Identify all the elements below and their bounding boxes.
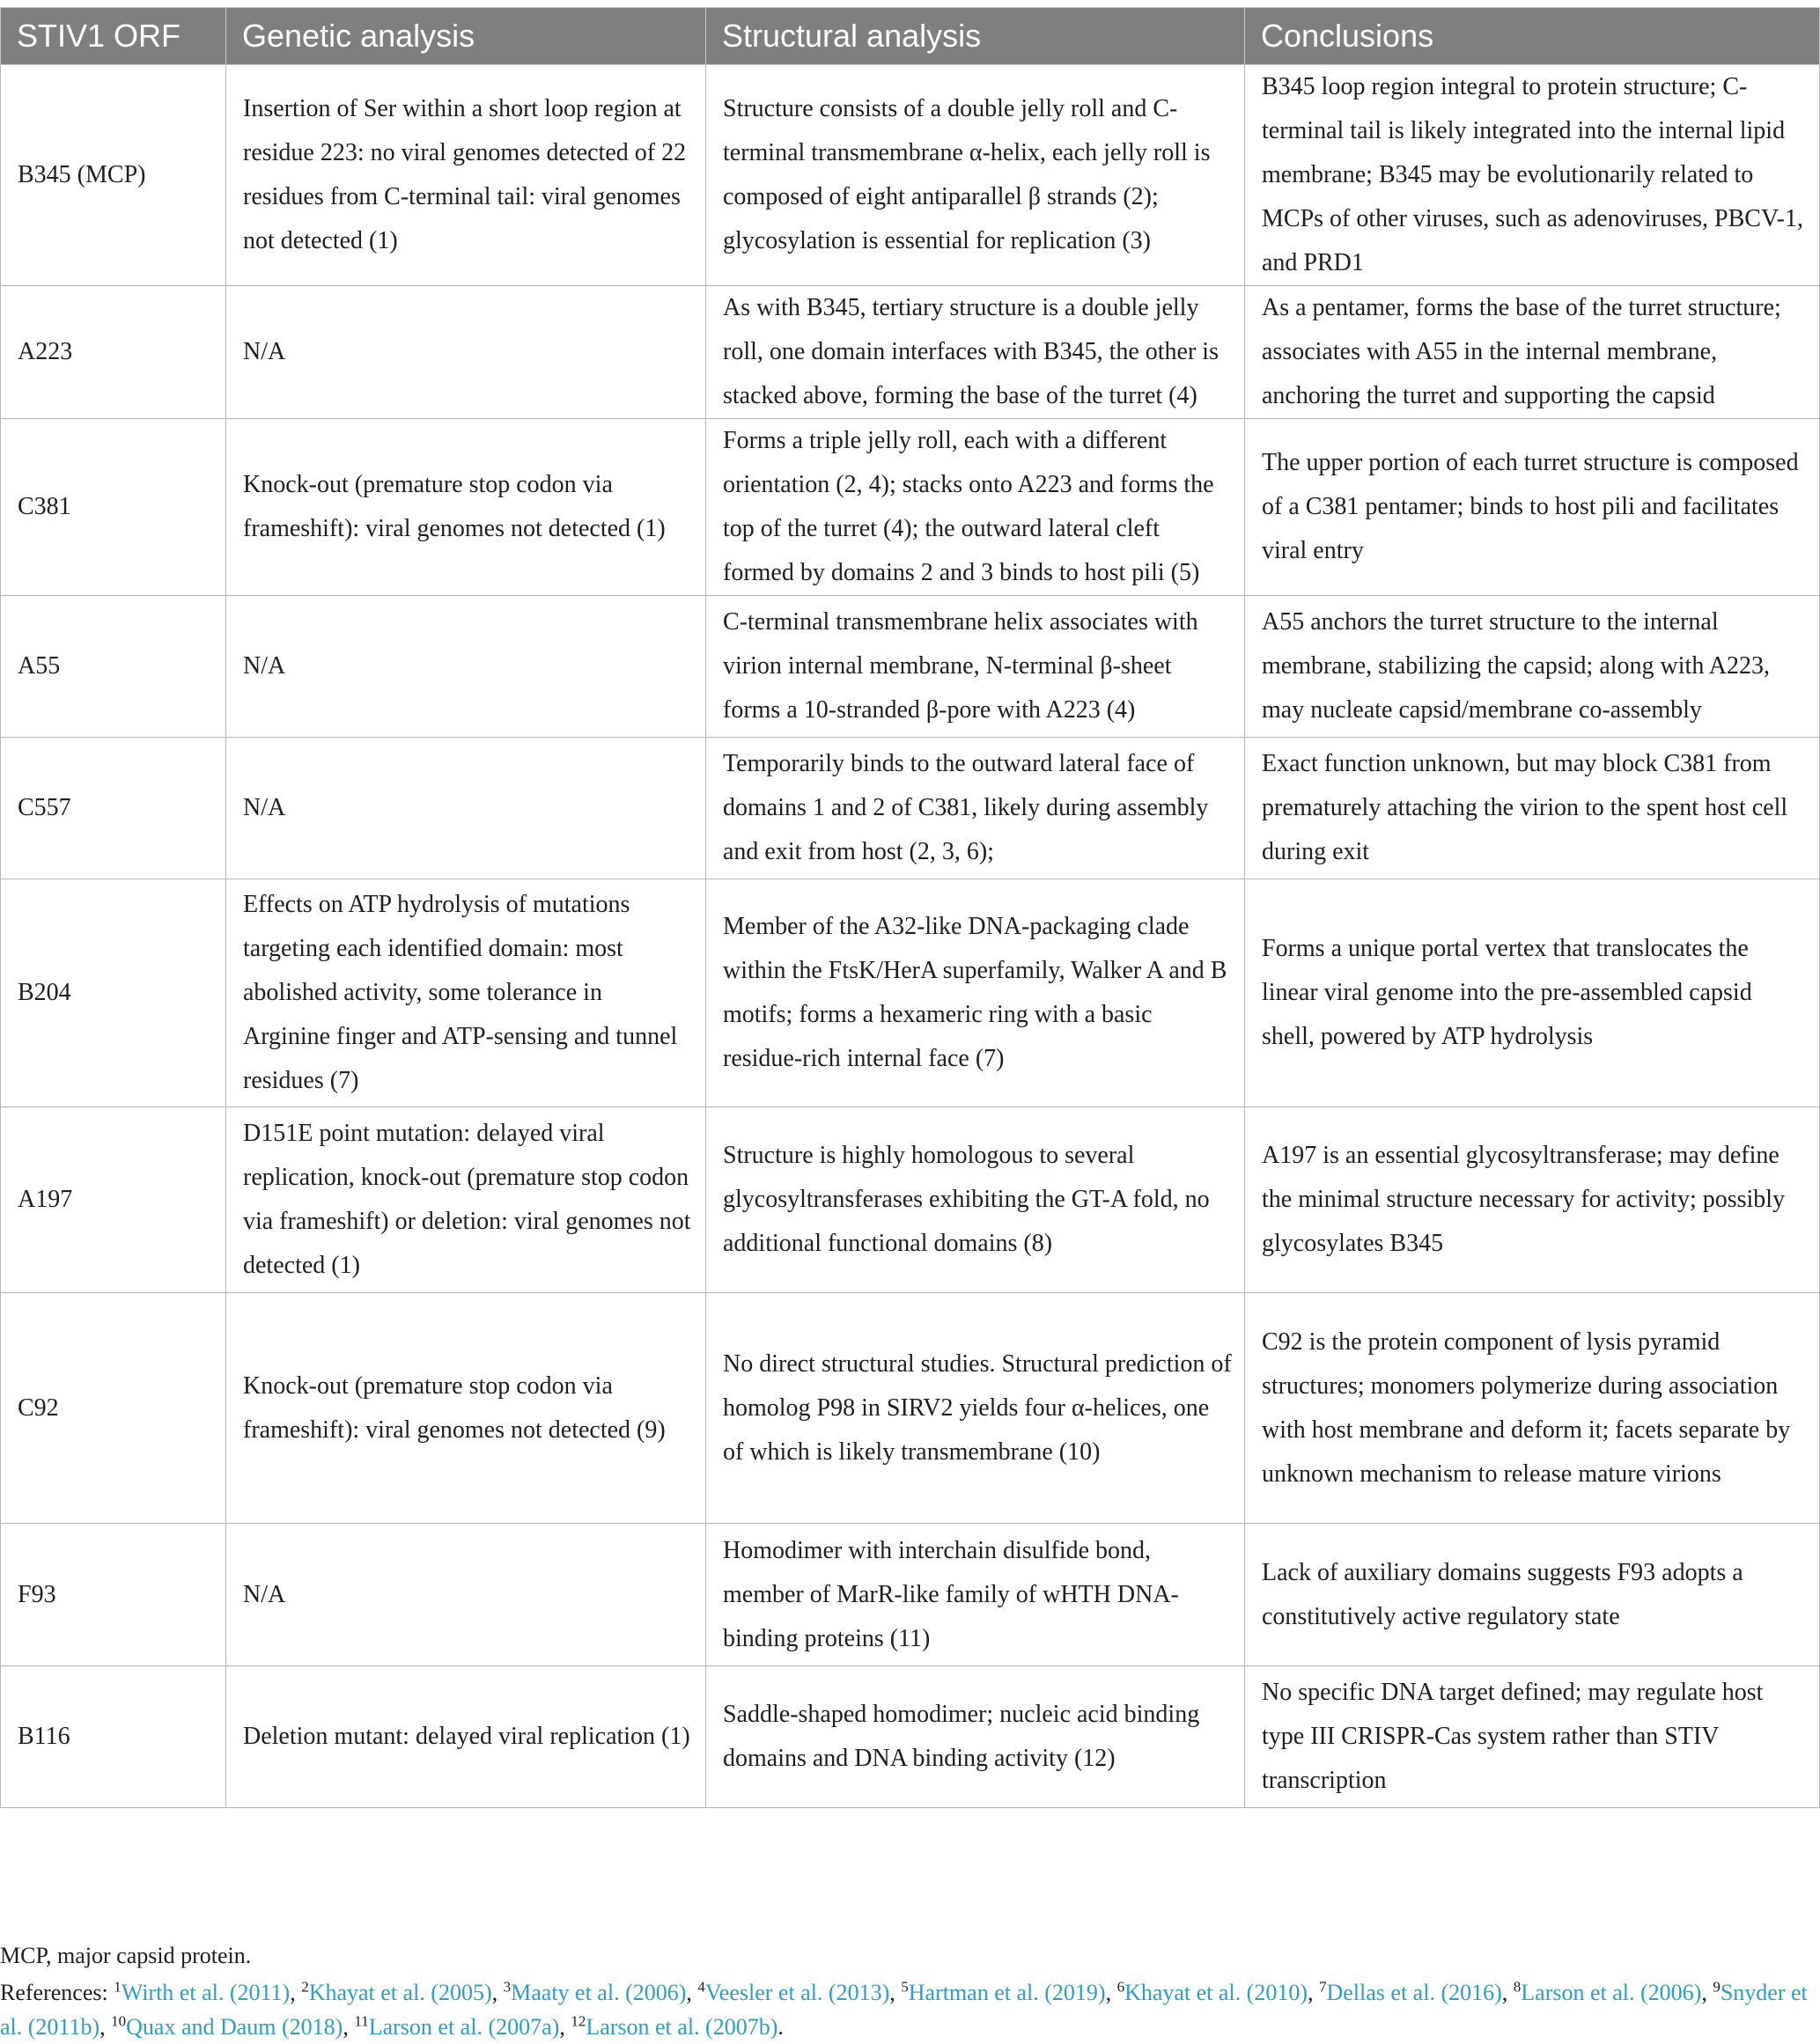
cell-conclusions: The upper portion of each turret structure is composed of a C381 pentamer; binds to host pili and facilitates viral entry xyxy=(1245,419,1820,596)
column-header-orf: STIV1 ORF xyxy=(1,8,226,65)
reference-link[interactable]: Quax and Daum (2018) xyxy=(126,2014,343,2040)
table-row xyxy=(1,1293,1820,1524)
cell-structural: Temporarily binds to the outward lateral face of domains 1 and 2 of C381, likely during assembly and exit from host (2, 3, 6); xyxy=(706,738,1245,879)
cell-conclusions: No specific DNA target defined; may regulate host type III CRISPR-Cas system rather than STIV transcription xyxy=(1245,1666,1820,1808)
cell-structural: Saddle-shaped homodimer; nucleic acid binding domains and DNA binding activity (12) xyxy=(706,1666,1245,1808)
cell-conclusions: A197 is an essential glycosyltransferase; may define the minimal structure necessary for activity; possibly glycosylates B345 xyxy=(1245,1107,1820,1293)
cell-genetic: Deletion mutant: delayed viral replication (1) xyxy=(226,1666,706,1808)
cell-orf: C92 xyxy=(1,1293,226,1524)
table-row xyxy=(1,879,1820,1107)
reference-list: $^1$Wirth et al. (2011), $^2$Khayat et al. (2005), $^3$Maaty et al. (2006), $^4$Veesler et al. (2013), $^5$Hartman et al. (2019), $^6$Khayat et al. (2010), $^7$Dellas et al. (2016), $^8$Larson et al. (2006), $^9$Snyder et al. (2011b), $^{10}$Quax and Daum (2018), $^{11}$Larson et al. (2007a), $^{12}$Larson et al. (2007b). xyxy=(0,1978,1808,2040)
column-header-conclusions: Conclusions xyxy=(1245,8,1820,65)
cell-structural: As with B345, tertiary structure is a double jelly roll, one domain interfaces with B345, the other is stacked above, forming the base of the turret (4) xyxy=(706,286,1245,419)
cell-orf: C381 xyxy=(1,419,226,596)
reference-link[interactable]: Larson et al. (2007a) xyxy=(368,2014,560,2040)
reference-12[interactable] xyxy=(571,2014,777,2040)
reference-number: 2 xyxy=(301,1978,309,1996)
table-row xyxy=(1,65,1820,286)
cell-conclusions: Exact function unknown, but may block C381 from prematurely attaching the virion to the spent host cell during exit xyxy=(1245,738,1820,879)
table-row xyxy=(1,419,1820,596)
column-header-genetic: Genetic analysis xyxy=(226,8,706,65)
cell-structural: C-terminal transmembrane helix associates with virion internal membrane, N-terminal β-sheet forms a 10-stranded β-pore with A223 (4) xyxy=(706,596,1245,738)
references-footnote xyxy=(0,1975,1814,2044)
reference-number: 9 xyxy=(1713,1978,1721,1996)
reference-2[interactable] xyxy=(301,1980,491,2005)
reference-number: 12 xyxy=(571,2012,586,2030)
reference-5[interactable] xyxy=(901,1980,1105,2005)
reference-7[interactable] xyxy=(1319,1980,1502,2005)
cell-structural: Member of the A32-like DNA-packaging clade within the FtsK/HerA superfamily, Walker A and B motifs; forms a hexameric ring with a basic residue-rich internal face (7) xyxy=(706,879,1245,1107)
cell-conclusions: Lack of auxiliary domains suggests F93 adopts a constitutively active regulatory state xyxy=(1245,1524,1820,1666)
references-label: References: xyxy=(0,1980,114,2005)
reference-link[interactable]: Hartman et al. (2019) xyxy=(908,1980,1106,2005)
reference-8[interactable] xyxy=(1514,1980,1702,2005)
table-row xyxy=(1,286,1820,419)
cell-conclusions: C92 is the protein component of lysis pyramid structures; monomers polymerize during association with host membrane and deform it; facets separate by unknown mechanism to release mature virions xyxy=(1245,1293,1820,1524)
reference-3[interactable] xyxy=(504,1980,687,2005)
cell-conclusions: As a pentamer, forms the base of the turret structure; associates with A55 in the internal membrane, anchoring the turret and supporting the capsid xyxy=(1245,286,1820,419)
reference-link[interactable]: Larson et al. (2006) xyxy=(1521,1980,1702,2005)
reference-link[interactable]: Khayat et al. (2005) xyxy=(308,1980,492,2005)
cell-genetic: N/A xyxy=(226,1524,706,1666)
abbreviation-footnote: MCP, major capsid protein. xyxy=(0,1943,252,1968)
table-row xyxy=(1,738,1820,879)
reference-link[interactable]: Wirth et al. (2011) xyxy=(121,1980,291,2005)
cell-structural: Structure is highly homologous to several glycosyltransferases exhibiting the GT-A fold, no additional functional domains (8) xyxy=(706,1107,1245,1293)
reference-number: 11 xyxy=(354,2012,369,2030)
cell-orf: A55 xyxy=(1,596,226,738)
reference-number: 1 xyxy=(114,1978,122,1996)
cell-genetic: Knock-out (premature stop codon via frameshift): viral genomes not detected (1) xyxy=(226,419,706,596)
cell-genetic: Effects on ATP hydrolysis of mutations targeting each identified domain: most abolished activity, some tolerance in Arginine finger and ATP-sensing and tunnel residues (7) xyxy=(226,879,706,1107)
table-row xyxy=(1,1524,1820,1666)
cell-orf: C557 xyxy=(1,738,226,879)
column-header-structural: Structural analysis xyxy=(706,8,1245,65)
cell-genetic: Knock-out (premature stop codon via frameshift): viral genomes not detected (9) xyxy=(226,1293,706,1524)
reference-number: 10 xyxy=(111,2012,127,2030)
reference-link[interactable]: Snyder et al. (2011b) xyxy=(0,1980,1808,2040)
reference-number: 8 xyxy=(1513,1978,1522,1996)
reference-link[interactable]: Maaty et al. (2006) xyxy=(511,1980,687,2005)
cell-genetic: N/A xyxy=(226,738,706,879)
table-row xyxy=(1,1666,1820,1808)
reference-6[interactable] xyxy=(1117,1980,1308,2005)
cell-structural: Homodimer with interchain disulfide bond, member of MarR-like family of wHTH DNA-binding proteins (11) xyxy=(706,1524,1245,1666)
reference-10[interactable] xyxy=(111,2014,343,2040)
reference-number: 5 xyxy=(901,1978,909,1996)
cell-structural: No direct structural studies. Structural prediction of homolog P98 in SIRV2 yields four α-helices, one of which is likely transmembrane (10) xyxy=(706,1293,1245,1524)
cell-structural: Structure consists of a double jelly roll and C-terminal transmembrane α-helix, each jelly roll is composed of eight antiparallel β strands (2); glycosylation is essential for replication (3) xyxy=(706,65,1245,286)
cell-orf: A223 xyxy=(1,286,226,419)
data-table xyxy=(0,7,1820,1808)
cell-genetic: N/A xyxy=(226,596,706,738)
reference-number: 3 xyxy=(503,1978,512,1996)
table-header-row xyxy=(1,8,1820,65)
table-row xyxy=(1,1107,1820,1293)
reference-number: 7 xyxy=(1319,1978,1327,1996)
cell-orf: B345 (MCP) xyxy=(1,65,226,286)
document xyxy=(0,7,1820,1808)
cell-orf: A197 xyxy=(1,1107,226,1293)
reference-4[interactable] xyxy=(697,1980,889,2005)
table-row xyxy=(1,596,1820,738)
reference-link[interactable]: Dellas et al. (2016) xyxy=(1326,1980,1502,2005)
cell-conclusions: B345 loop region integral to protein structure; C-terminal tail is likely integrated into the internal lipid membrane; B345 may be evolutionarily related to MCPs of other viruses, such as adenoviruses, PBCV-1, and PRD1 xyxy=(1245,65,1820,286)
cell-conclusions: Forms a unique portal vertex that translocates the linear viral genome into the pre-assembled capsid shell, powered by ATP hydrolysis xyxy=(1245,879,1820,1107)
reference-number: 4 xyxy=(697,1978,705,1996)
cell-genetic: Insertion of Ser within a short loop region at residue 223: no viral genomes detected of 22 residues from C-terminal tail: viral genomes not detected (1) xyxy=(226,65,706,286)
cell-orf: B116 xyxy=(1,1666,226,1808)
cell-orf: F93 xyxy=(1,1524,226,1666)
reference-link[interactable]: Khayat et al. (2010) xyxy=(1124,1980,1308,2005)
reference-number: 6 xyxy=(1116,1978,1125,1996)
reference-1[interactable] xyxy=(114,1980,290,2005)
cell-conclusions: A55 anchors the turret structure to the internal membrane, stabilizing the capsid; along with A223, may nucleate capsid/membrane co-assembly xyxy=(1245,596,1820,738)
reference-11[interactable] xyxy=(354,2014,559,2040)
reference-link[interactable]: Larson et al. (2007b) xyxy=(586,2014,778,2040)
cell-structural: Forms a triple jelly roll, each with a different orientation (2, 4); stacks onto A223 and forms the top of the turret (4); the outward lateral cleft formed by domains 2 and 3 binds to host pili (5) xyxy=(706,419,1245,596)
reference-link[interactable]: Veesler et al. (2013) xyxy=(704,1980,890,2005)
cell-orf: B204 xyxy=(1,879,226,1107)
cell-genetic: D151E point mutation: delayed viral replication, knock-out (premature stop codon via frameshift) or deletion: viral genomes not detected (1) xyxy=(226,1107,706,1293)
cell-genetic: N/A xyxy=(226,286,706,419)
